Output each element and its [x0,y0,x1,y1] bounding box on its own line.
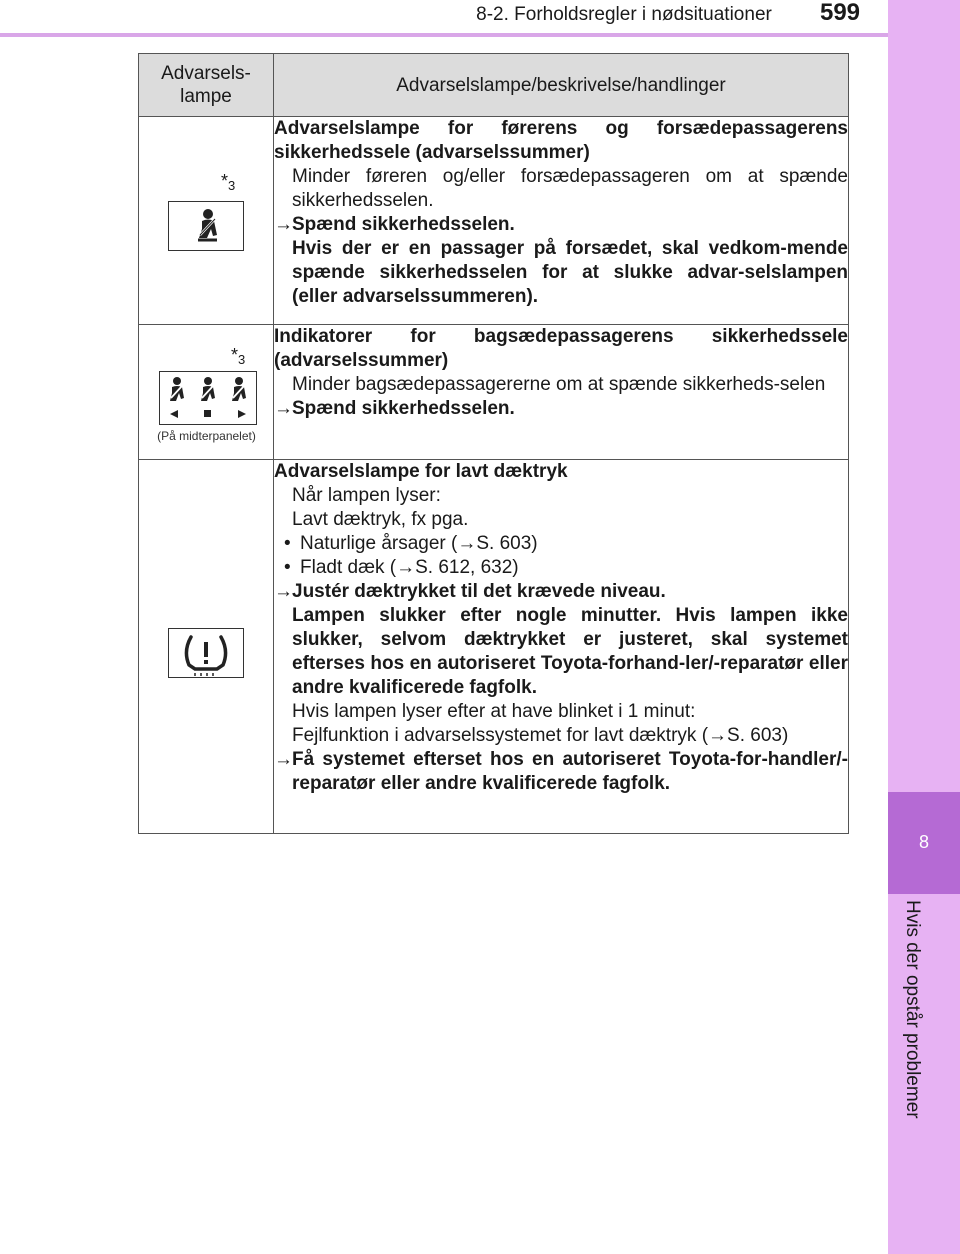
cause-bullet: • Naturlige årsager (→S. 603) [274,532,848,556]
warning-title: Advarselslampe for lavt dæktryk [274,461,568,482]
header-rule [0,33,888,37]
footnote-marker: $*_3$ [221,171,236,193]
condition-text: Hvis lampen lyser efter at have blinket i 1 minut: [292,701,696,722]
seatbelt-icon [168,201,244,251]
table-row [139,460,849,834]
action-step: → Spænd sikkerhedsselen. [274,398,515,419]
cause-text: Lavt dæktryk, fx pga. [292,509,469,530]
tire-pressure-warning-icon [168,628,244,678]
action-detail: Hvis der er en passager på forsædet, skal vedkom-mende spænde sikkerhedsselen for at slukke advar-selslampen (eller advarselssummeren). [292,238,848,307]
footnote-marker: $*_3$ [231,345,246,367]
page-number: 599 [819,0,861,26]
cause-text: Fejlfunktion i advarselssystemet for lavt dæktryk (→S. 603) [292,725,789,746]
cause-bullet: • Fladt dæk (→S. 612, 632) [274,556,848,580]
action-detail: Lampen slukker efter nogle minutter. Hvis lampen ikke slukker, selvom dæktrykket er justeret, skal systemet efterses hos en autoriseret Toyota-forhand-ler/-reparatør eller andre kvalificerede fagfolk. [292,605,848,698]
table-header-row [139,54,849,117]
condition-text: Når lampen lyser: [292,485,441,506]
warning-title: Advarselslampe for førerens og forsædepassagerens sikkerhedssele (advarselssummer) [274,118,848,163]
icon-caption: (På midterpanelet) [157,429,256,443]
warning-description: Minder bagsædepassagererne om at spænde sikkerheds-selen [292,374,826,395]
chapter-title: Hvis der opstår problemer [902,900,923,1119]
section-title: 8-2. Forholdsregler i nødsituationer [476,4,772,25]
col-header-lamp: Advarsels- lampe [139,54,274,117]
action-step: → Spænd sikkerhedsselen. [274,214,515,235]
action-step: → Justér dæktrykket til det krævede niveau. [274,581,666,602]
icon-cell [139,460,274,834]
chapter-number: 8 [918,832,929,852]
table-row [139,325,849,460]
warning-light-table [138,53,849,834]
icon-cell [139,325,274,460]
warning-title: Indikatorer for bagsædepassagerens sikkerhedssele (advarselssummer) [274,326,848,371]
description-cell [274,117,849,325]
col-header-description: Advarselslampe/beskrivelse/handlinger [274,54,849,117]
action-step: → Få systemet efterset hos en autoriseret Toyota-for-handler/-reparatør eller andre kvalificerede fagfolk. [274,749,848,794]
warning-description: Minder føreren og/eller forsædepassageren om at spænde sikkerhedsselen. [292,166,848,211]
description-cell [274,460,849,834]
table-row [139,117,849,325]
description-cell [274,325,849,460]
icon-cell [139,117,274,325]
rear-seatbelt-indicator-icon [159,371,257,425]
